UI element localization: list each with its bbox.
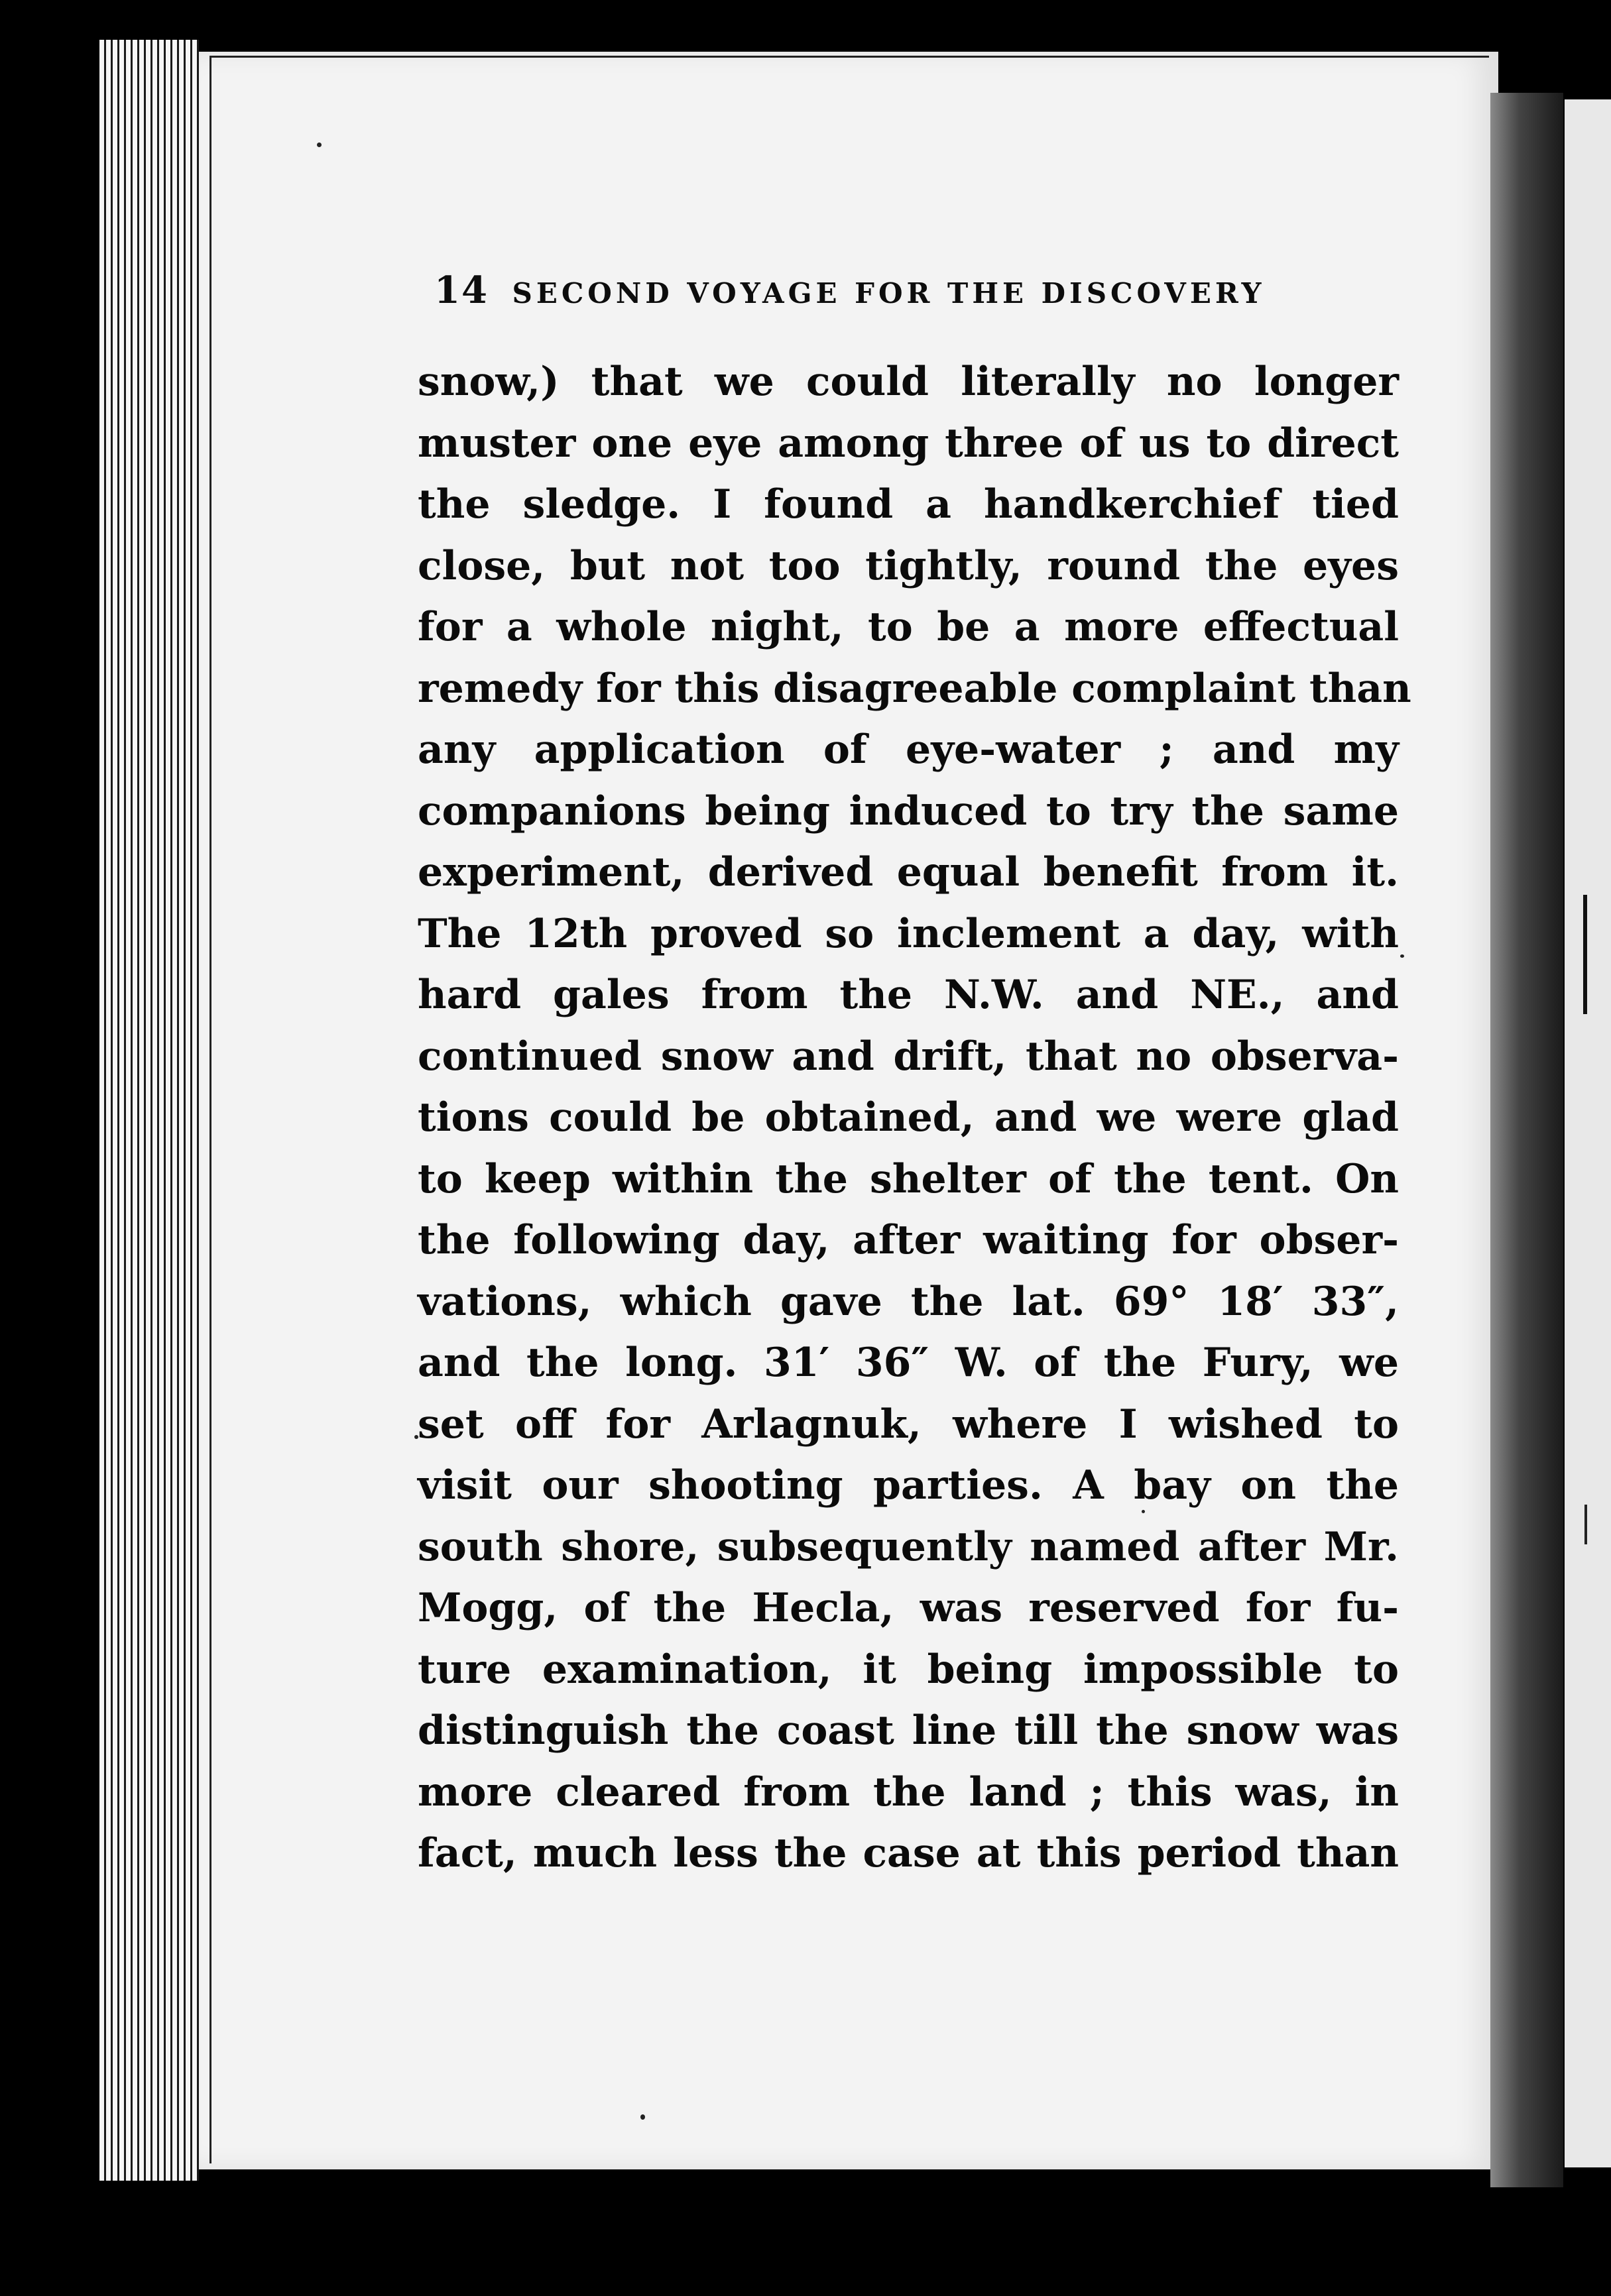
page-body-text (418, 351, 1411, 1884)
text-line: fact, much less the case at this period than (418, 1830, 1399, 1876)
page-number: 14 (434, 268, 489, 312)
paper-speck (317, 143, 322, 147)
running-title: SECOND VOYAGE FOR THE DISCOVERY (512, 277, 1266, 310)
text-line: muster one eye among three of us to direct (418, 420, 1399, 467)
text-line: close, but not too tightly, round the eyes (418, 542, 1399, 589)
text-line: snow,) that we could literally no longer (418, 359, 1399, 405)
text-line: tions could be obtained, and we were glad (418, 1094, 1399, 1141)
text-line: hard gales from the N.W. and NE., and (418, 972, 1399, 1018)
text-line: visit our shooting parties. A bay on the (418, 1462, 1399, 1509)
page-border-left (209, 56, 211, 2163)
text-line: south shore, subsequently named after Mr. (418, 1523, 1399, 1570)
text-line: continued snow and drift, that no observa- (418, 1033, 1399, 1080)
page-border-top (209, 56, 1489, 58)
facing-page-mark (1583, 895, 1587, 1014)
text-line: remedy for this disagreeable complaint than (418, 665, 1411, 712)
page-edges (99, 40, 199, 2181)
text-line: companions being induced to try the same (418, 787, 1399, 834)
text-line: The 12th proved so inclement a day, with (418, 910, 1399, 957)
gutter-shadow (1490, 93, 1563, 2187)
facing-page-mark (1584, 1505, 1587, 1544)
text-line: experiment, derived equal benefit from it. (418, 849, 1399, 895)
paper-speck (1400, 954, 1404, 958)
text-line: vations, which gave the lat. 69° 18′ 33″, (418, 1278, 1399, 1325)
text-line: more cleared from the land ; this was, in (418, 1768, 1399, 1815)
facing-page-edge (1565, 99, 1611, 2167)
text-line: the sledge. I found a handkerchief tied (418, 481, 1399, 528)
text-line: to keep within the shelter of the tent. On (418, 1155, 1399, 1202)
text-line: ture examination, it being impossible to (418, 1646, 1399, 1693)
paper-speck (640, 2114, 645, 2120)
text-line: distinguish the coast line till the snow was (418, 1707, 1399, 1754)
text-line: for a whole night, to be a more effectual (418, 604, 1399, 650)
text-line: set off for Arlagnuk, where I wished to (418, 1401, 1399, 1448)
running-header (434, 268, 1362, 312)
text-line: Mogg, of the Hecla, was reserved for fu- (418, 1585, 1399, 1631)
text-line: any application of eye-water ; and my (418, 726, 1399, 773)
text-line: and the long. 31′ 36″ W. of the Fury, we (418, 1340, 1399, 1386)
text-line: the following day, after waiting for obser- (418, 1217, 1399, 1263)
